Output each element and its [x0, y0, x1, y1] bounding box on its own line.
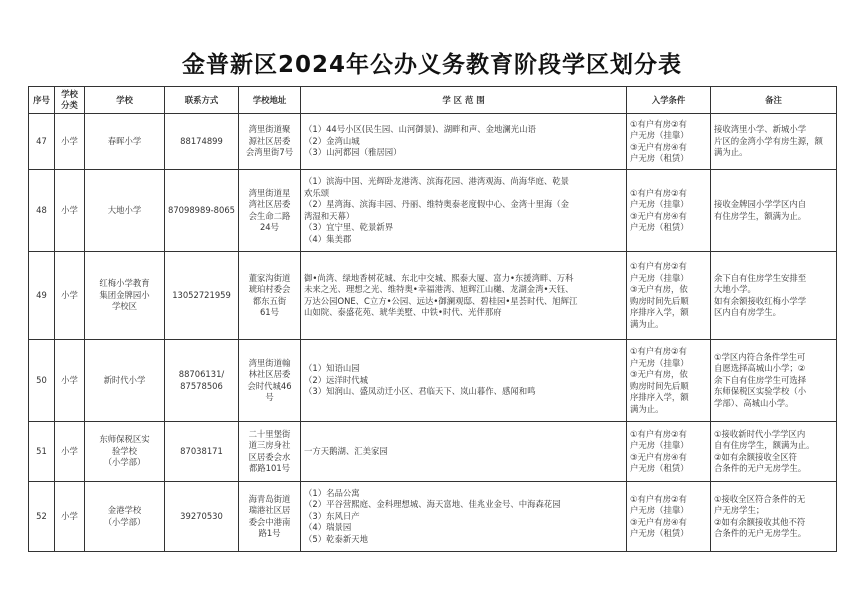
cell-district-line: （4）集美郡	[304, 233, 352, 244]
table-row	[29, 340, 837, 422]
table-row	[29, 252, 837, 340]
cell-school-line: 金港学校	[107, 505, 142, 515]
cell-address-line: 61号	[259, 307, 280, 317]
cell-address-line: 委会中港南	[248, 516, 291, 527]
cell-district-line: 欢乐颂	[304, 187, 330, 198]
cell-district-line: （2）星湾海、滨海丰园、丹丽、维特奥泰老度假中心、金湾十里海（金	[304, 199, 569, 209]
cell-address	[239, 482, 301, 552]
cell-phone-line: 13052721959	[172, 289, 231, 300]
cell-conditions-line: 购房时间先后顺	[630, 295, 689, 306]
cell-address-line: 会湾里街7号	[245, 147, 294, 158]
cell-address-line: 道三房身社	[248, 440, 291, 450]
table-row	[29, 114, 837, 170]
col-header-remarks: 备注	[711, 87, 837, 114]
cell-district-line: （1）滨海中国、光辉卧龙港湾、滨海花园、港湾观海、尚海华庭、乾景	[304, 176, 569, 186]
cell-conditions-line: 户无房（租赁）	[630, 528, 689, 538]
cell-phone	[165, 252, 239, 340]
cell-remarks-line: 自有住房学生，额满为止。	[714, 440, 815, 450]
cell-conditions	[627, 482, 711, 552]
cell-remarks	[711, 252, 837, 340]
cell-address-line: 湾里街道星	[248, 187, 291, 198]
cell-remarks-line: 合条件的无户无房学生。	[714, 463, 807, 473]
cell-conditions-line: ①有户有房②有	[630, 428, 687, 439]
cell-address	[239, 114, 301, 170]
cell-conditions-line: ①有户有房②有	[630, 118, 687, 129]
cell-address-line: 会时代城46	[247, 380, 292, 391]
cell-school-line: 春晖小学	[107, 135, 142, 146]
cell-district	[301, 114, 627, 170]
cell-conditions-line: 户无房（挂靠）	[630, 505, 689, 515]
cell-conditions-line: 户无房（挂靠）	[630, 357, 689, 368]
cell-phone-line: 87098989-8065	[168, 204, 235, 215]
cell-phone-line: 39270530	[180, 510, 223, 521]
cell-district	[301, 252, 627, 340]
cell-conditions-line: 满为止。	[630, 318, 664, 329]
cell-remarks-line: 区内自有房学生。	[714, 307, 781, 317]
cell-school	[85, 170, 165, 252]
cell-address-line: 海青岛街道	[248, 493, 291, 504]
cell-conditions-line: 户无房（租赁）	[630, 463, 689, 473]
cell-school-line: （小学部）	[103, 457, 146, 468]
cell-address-line: 湾里街道聚	[248, 124, 291, 135]
col-header-address: 学校地址	[239, 87, 301, 114]
cell-category: 小学	[55, 482, 85, 552]
table-row	[29, 170, 837, 252]
cell-address-line: 林社区居委	[248, 369, 291, 379]
cell-phone	[165, 482, 239, 552]
cell-remarks-line: 片区的金湾小学有房生源，额	[714, 135, 823, 146]
cell-address-line: 号	[265, 392, 274, 402]
cell-no: 48	[29, 170, 55, 252]
col-header-phone: 联系方式	[165, 87, 239, 114]
cell-address-line: 区居委会水	[248, 451, 291, 462]
cell-school-line: 红梅小学教育	[99, 278, 150, 289]
cell-remarks-line: 满为止。	[714, 147, 748, 158]
cell-conditions	[627, 170, 711, 252]
cell-phone-line: 88706131/	[178, 369, 225, 379]
cell-district-line: （3）山河都园（雅居园）	[304, 147, 402, 158]
cell-remarks	[711, 114, 837, 170]
cell-address-line: 瑞港社区居	[248, 505, 291, 515]
page-title: 金普新区2024年公办义务教育阶段学区划分表	[181, 52, 682, 78]
cell-remarks-line: 东师保税区实验学校（小	[714, 386, 807, 397]
cell-category: 小学	[55, 170, 85, 252]
cell-address-line: 董家沟街道	[248, 272, 291, 283]
cell-remarks-line: 余下自有住房学生安排至	[714, 272, 807, 283]
cell-phone-line: 87578506	[180, 380, 223, 391]
cell-district-line: （5）乾泰新天地	[304, 533, 368, 544]
cell-school-line: 东师保税区实	[99, 434, 150, 445]
cell-phone	[165, 422, 239, 482]
cell-district-line: 未来之光、理想之光、维特奥•幸福港湾、旭辉江山樾、龙湖金湾•天钰、	[304, 284, 574, 294]
table-row	[29, 422, 837, 482]
cell-school-line: 新时代小学	[103, 374, 146, 385]
cell-district-line: 万达公园ONE、C立方•公园、远达•御澜观邸、碧桂园•星荟时代、旭辉江	[304, 295, 578, 306]
cell-conditions-line: ③无户有房④有	[630, 516, 687, 527]
table-body	[29, 114, 837, 552]
cell-school	[85, 340, 165, 422]
cell-remarks-line: 学部）、高城山小学。	[714, 397, 794, 408]
district-table	[28, 86, 837, 552]
cell-address-line: 二十里堡街	[248, 428, 291, 439]
cell-category: 小学	[55, 422, 85, 482]
cell-conditions-line: 满为止。	[630, 403, 664, 414]
cell-conditions-line: 户无房（挂靠）	[630, 440, 689, 450]
cell-school-line: 大地小学	[107, 204, 142, 215]
cell-address-line: 24号	[259, 222, 280, 232]
cell-address-line: 会生命二路	[248, 210, 291, 221]
cell-remarks-line: 自愿选择高城山小学；②	[714, 363, 806, 374]
cell-no: 47	[29, 114, 55, 170]
cell-remarks-line: 合条件的无户无房学生。	[714, 528, 807, 538]
cell-remarks-line: ①接收全区符合条件的无	[714, 493, 806, 504]
cell-conditions-line: 户无房（租赁）	[630, 222, 689, 232]
cell-conditions-line: 户无房（挂靠）	[630, 272, 689, 283]
cell-no: 49	[29, 252, 55, 340]
cell-conditions	[627, 114, 711, 170]
cell-address-line: 都东五街	[252, 295, 287, 306]
cell-conditions-line: 购房时间先后顺	[630, 380, 689, 391]
cell-remarks	[711, 170, 837, 252]
cell-remarks-line: 余下自有住房学生可选择	[714, 374, 807, 385]
cell-remarks-line: 接收湾里小学、新城小学	[714, 124, 807, 135]
col-header-no: 序号	[29, 87, 55, 114]
cell-school	[85, 422, 165, 482]
cell-conditions-line: ①有户有房②有	[630, 346, 687, 356]
cell-conditions-line: ③无户有房④有	[630, 210, 687, 221]
cell-school-line: 集团金牌园小	[99, 289, 150, 300]
cell-district-line: （4）瑞景园	[304, 522, 352, 533]
col-header-conditions: 入学条件	[627, 87, 711, 114]
col-header-school: 学校	[85, 87, 165, 114]
cell-conditions	[627, 340, 711, 422]
cell-conditions-line: ③无户有房④有	[630, 451, 687, 462]
cell-conditions	[627, 252, 711, 340]
cell-school-line: 验学校	[111, 445, 138, 456]
cell-conditions-line: ③无户有房④有	[630, 141, 687, 152]
cell-conditions-line: 户无房（租赁）	[630, 153, 689, 163]
cell-conditions-line: 序排序入学，额	[630, 307, 689, 317]
cell-address-line: 路1号	[258, 528, 281, 538]
cell-district-line: 御•尚湾、绿地香树花城、东北中交城、熙泰大厦、富力•东援湾畔、万科	[304, 272, 574, 283]
cell-district	[301, 482, 627, 552]
cell-category: 小学	[55, 114, 85, 170]
cell-remarks	[711, 340, 837, 422]
header-row	[29, 87, 837, 114]
cell-remarks-line: ②如有余额接收其他不符	[714, 516, 806, 527]
cell-school	[85, 114, 165, 170]
cell-district	[301, 340, 627, 422]
cell-district-line: 山如院、泰盛花苑、琥华美墅、中铁•时代、光伴那府	[304, 307, 502, 317]
cell-school	[85, 252, 165, 340]
cell-district-line: （3）宜宁里、乾景新界	[304, 222, 394, 232]
cell-district-line: （3）知润山、盛凤动迁小区、君临天下、岚山暮作、感闻和鸣	[304, 386, 536, 397]
cell-district-line: （2）平谷营熙庭、金科理想城、海天富地、佳兆业金号、中海森花园	[304, 499, 561, 510]
cell-remarks-line: ②如有余额接收全区符	[714, 451, 797, 462]
cell-no: 50	[29, 340, 55, 422]
col-header-category: 学校分类	[55, 87, 85, 114]
cell-conditions-line: ①有户有房②有	[630, 187, 687, 198]
cell-category: 小学	[55, 340, 85, 422]
cell-district-line: （1）名品公寓	[304, 487, 360, 498]
cell-district-line: （1）44号小区(民生园、山河御景)、湖畔和声、金地澜光山语	[304, 124, 536, 135]
cell-address	[239, 170, 301, 252]
cell-school-line: 学校区	[111, 301, 138, 312]
cell-remarks	[711, 482, 837, 552]
cell-district-line: 湾湿和天幕）	[304, 210, 355, 221]
cell-remarks-line: ①接收新时代小学学区内	[714, 428, 806, 439]
cell-phone	[165, 170, 239, 252]
cell-remarks	[711, 422, 837, 482]
cell-conditions-line: 序排序入学，额	[630, 392, 689, 402]
cell-no: 51	[29, 422, 55, 482]
cell-address-line: 湾社区居委	[248, 199, 291, 209]
cell-address	[239, 252, 301, 340]
cell-conditions	[627, 422, 711, 482]
cell-remarks-line: 有住房学生，额满为止。	[714, 210, 807, 221]
cell-remarks-line: 大地小学。	[714, 284, 756, 294]
cell-phone	[165, 114, 239, 170]
cell-remarks-line: 户无房学生；	[714, 505, 765, 515]
cell-district-line: 一方天鹅湖、汇美家园	[304, 445, 388, 456]
cell-phone-line: 88174899	[180, 135, 223, 146]
cell-district	[301, 170, 627, 252]
cell-address-line: 琥珀村委会	[248, 284, 291, 294]
cell-address	[239, 422, 301, 482]
cell-district	[301, 422, 627, 482]
cell-address-line: 湾里街道翰	[248, 357, 291, 368]
cell-conditions-line: ③无户有房，依	[630, 284, 688, 294]
cell-conditions-line: 户无房（挂靠）	[630, 130, 689, 140]
cell-district-line: （3）东风日产	[304, 510, 360, 521]
cell-no: 52	[29, 482, 55, 552]
cell-phone-line: 87038171	[180, 445, 223, 456]
cell-school	[85, 482, 165, 552]
cell-district-line: （1）知语山园	[304, 363, 360, 374]
table-row	[29, 482, 837, 552]
cell-phone	[165, 340, 239, 422]
cell-conditions-line: 户无房（挂靠）	[630, 199, 689, 209]
cell-district-line: （2）金湾山城	[304, 135, 360, 146]
cell-address-line: 都路101号	[248, 463, 291, 473]
col-header-district: 学 区 范 围	[301, 87, 627, 114]
cell-category: 小学	[55, 252, 85, 340]
cell-remarks-line: ①学区内符合条件学生可	[714, 351, 806, 362]
cell-remarks-line: 如有余额接收红梅小学学	[714, 295, 807, 306]
cell-conditions-line: ①有户有房②有	[630, 261, 687, 271]
cell-address-line: 源社区居委	[248, 135, 291, 146]
cell-school-line: （小学部）	[103, 516, 146, 527]
cell-conditions-line: ①有户有房②有	[630, 493, 687, 504]
cell-conditions-line: ③无户有房，依	[630, 369, 688, 379]
cell-remarks-line: 接收金牌园小学学区内自	[714, 199, 807, 209]
cell-district-line: （2）远洋时代城	[304, 374, 368, 385]
cell-address	[239, 340, 301, 422]
